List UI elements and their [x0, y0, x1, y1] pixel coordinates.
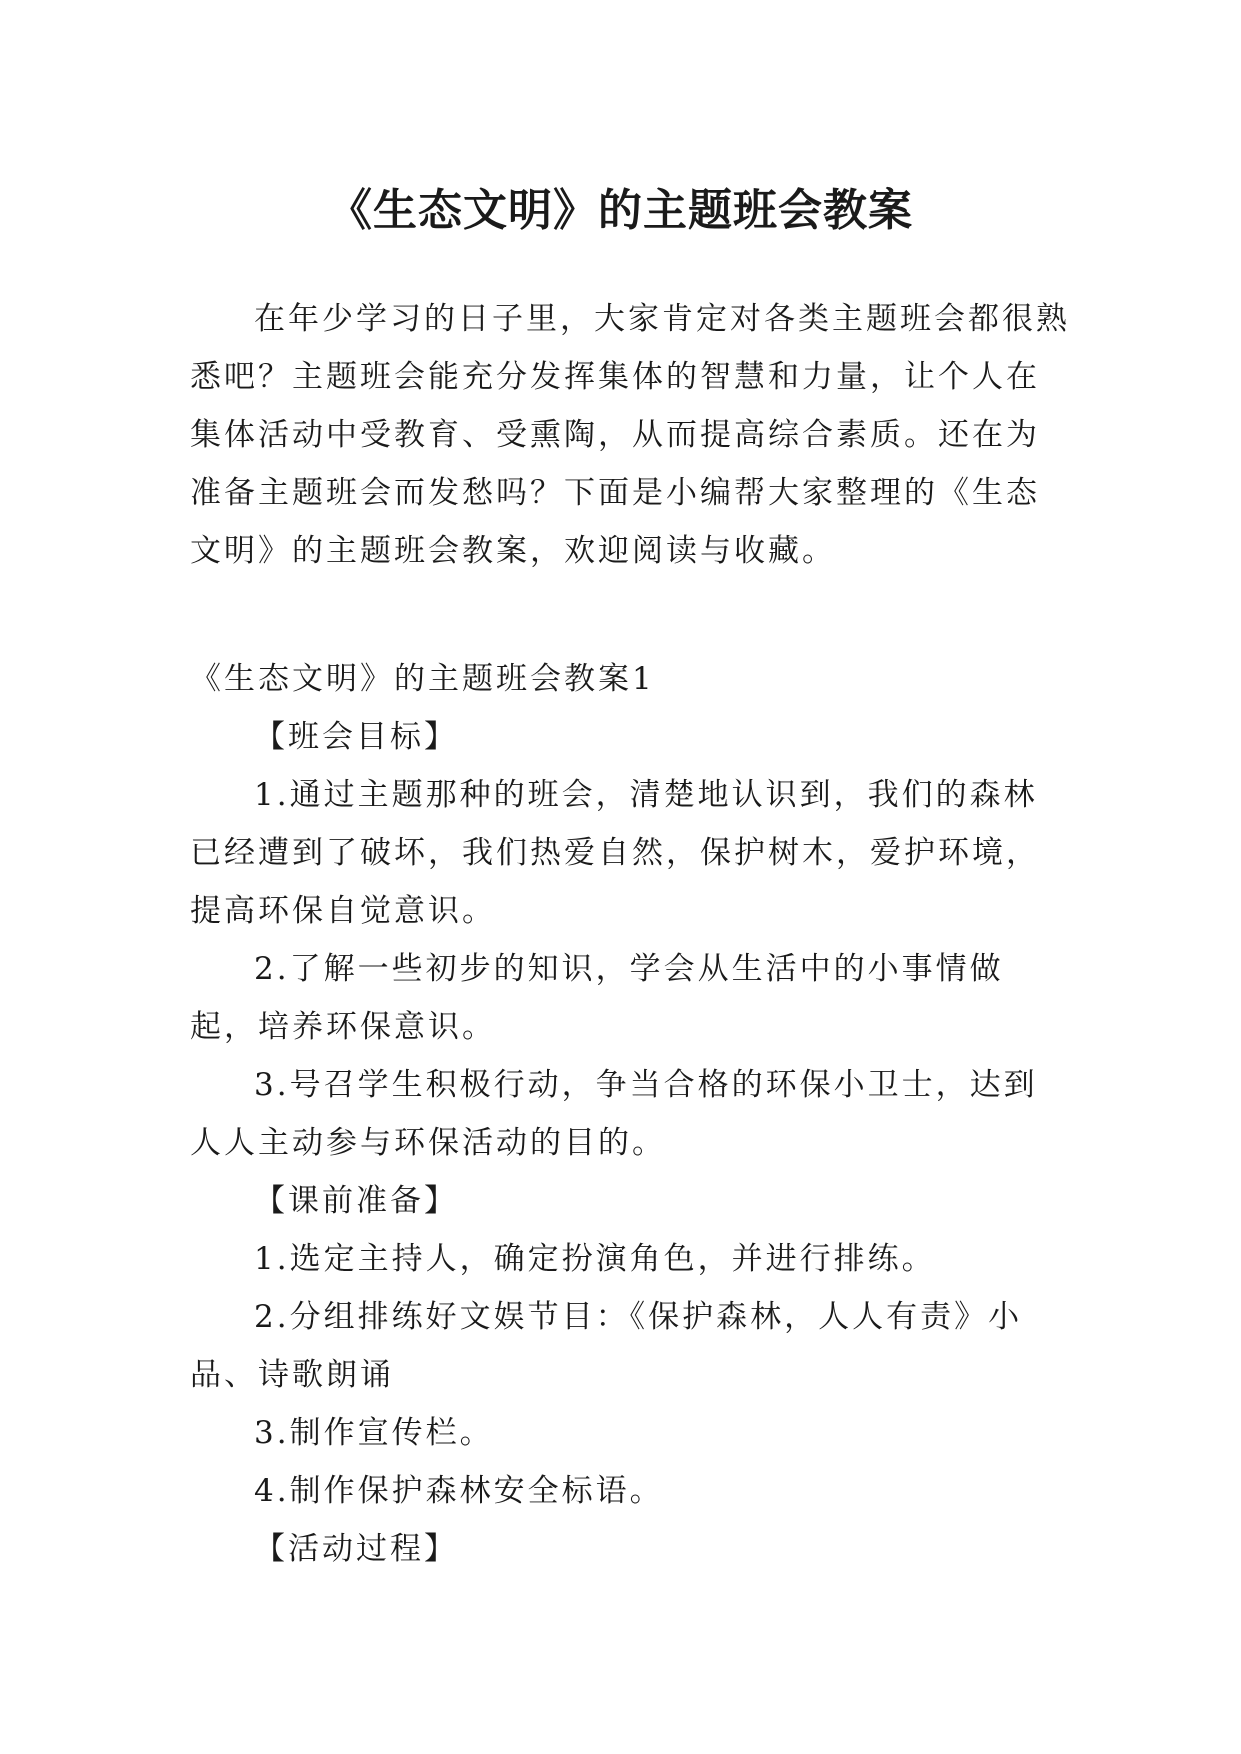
goal-item: 2.了解一些初步的知识，学会从生活中的小事情做起，培养环保意识。: [190, 951, 1004, 1045]
paragraph-gap: [190, 580, 1070, 650]
goal-label: 【班会目标】: [254, 719, 458, 755]
prep-item: 4.制作保护森林安全标语。: [254, 1473, 664, 1509]
section-title: 《生态文明》的主题班会教案1: [190, 661, 655, 697]
prep-item: 1.选定主持人，确定扮演角色，并进行排练。: [254, 1241, 936, 1277]
prep-label: 【课前准备】: [254, 1183, 458, 1219]
intro-paragraph: 在年少学习的日子里，大家肯定对各类主题班会都很熟悉吧？主题班会能充分发挥集体的智慧和力量，让个人在集体活动中受教育、受熏陶，从而提高综合素质。还在为准备主题班会而发愁吗？下面是小编帮大家整理的《生态文明》的主题班会教案，欢迎阅读与收藏。: [190, 301, 1070, 569]
process-label: 【活动过程】: [254, 1531, 458, 1567]
goal-item: 3.号召学生积极行动，争当合格的环保小卫士，达到人人主动参与环保活动的目的。: [190, 1067, 1038, 1161]
goal-item: 1.通过主题那种的班会，清楚地认识到，我们的森林已经遭到了破坏，我们热爱自然，保护树木，爱护环境，提高环保自觉意识。: [190, 777, 1040, 929]
prep-item: 2.分组排练好文娱节目：《保护森林，人人有责》小品、诗歌朗诵: [190, 1299, 1023, 1393]
document-body: [190, 290, 1070, 1578]
document-title: 《生态文明》的主题班会教案: [328, 185, 913, 237]
prep-item: 3.制作宣传栏。: [254, 1415, 494, 1451]
